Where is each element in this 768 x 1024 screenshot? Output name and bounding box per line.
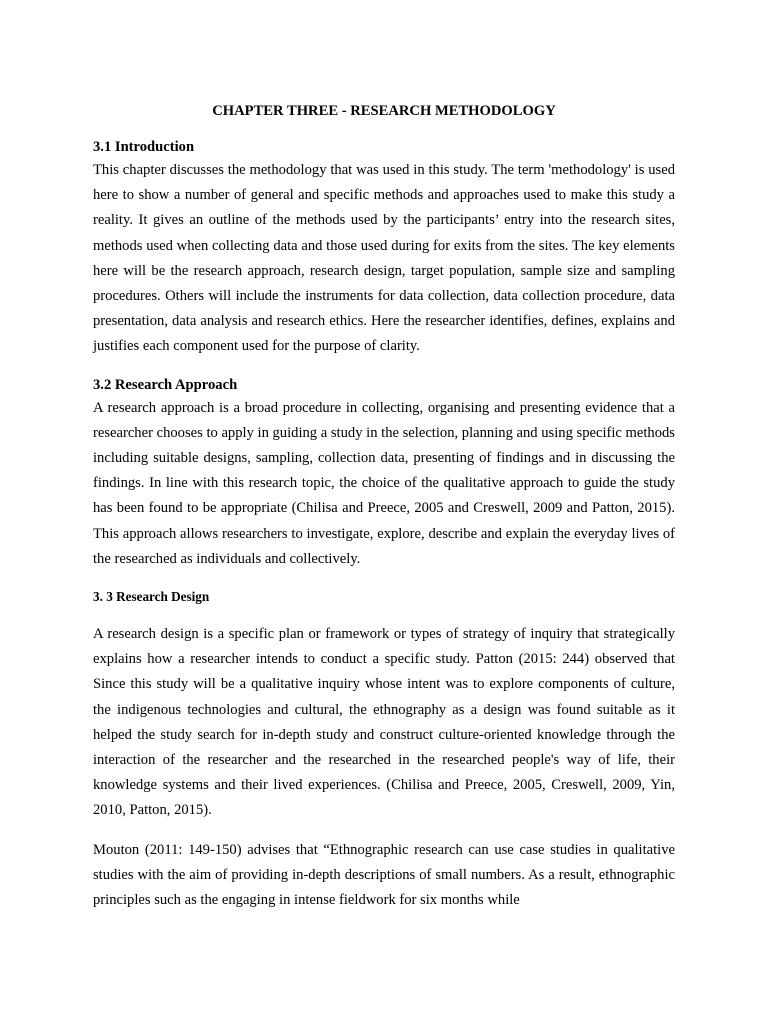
paragraph-introduction: This chapter discusses the methodology that was used in this study. The term 'methodology' is used here to show a number of general and specific methods and approaches used to make this study a reality. It gives an outline of the methods used by the participants’ entry into the research sites, methods used when collecting data and those used during for exits from the sites. The key elements here will be the research approach, research design, target population, sample size and sampling procedures. Others will include the instruments for data collection, data collection procedure, data presentation, data analysis and research ethics. Here the researcher identifies, defines, explains and justifies each component used for the purpose of clarity. bbox=[93, 162, 675, 355]
section-heading-research-approach: 3.2 Research Approach bbox=[93, 376, 238, 393]
section-heading-introduction: 3.1 Introduction bbox=[93, 139, 195, 155]
section-research-approach bbox=[93, 374, 675, 572]
paragraph-research-design: A research design is a specific plan or framework or types of strategy of inquiry that strategically explains how a researcher intends to conduct a specific study. Patton (2015: 244) observed that Since this study will be a qualitative inquiry whose intent was to explore components of culture, the indigenous technologies and cultural, the ethnography as a design was found suitable as it helped the study search for in-depth study and construct culture-oriented knowledge through the interaction of the researcher and the researched in the researched people's way of life, their knowledge systems and their lived experiences. (Chilisa and Preece, 2005, Creswell, 2009, Yin, 2010, Patton, 2015). bbox=[93, 626, 675, 819]
section-heading-research-design: 3. 3 Research Design bbox=[93, 589, 210, 605]
section-research-design bbox=[93, 586, 675, 913]
document-page bbox=[93, 100, 675, 913]
section-introduction bbox=[93, 136, 675, 360]
chapter-title: CHAPTER THREE - RESEARCH METHODOLOGY bbox=[212, 103, 556, 119]
paragraph-research-approach: A research approach is a broad procedure in collecting, organising and presenting evidence that a researcher chooses to apply in guiding a study in the selection, planning and using specific methods including suitable designs, sampling, collection data, presenting of findings and in discussing the findings. In line with this research topic, the choice of the qualitative approach to guide the study has been found to be appropriate (Chilisa and Preece, 2005 and Creswell, 2009 and Patton, 2015). This approach allows researchers to investigate, explore, describe and explain the everyday lives of the researched as individuals and collectively. bbox=[93, 399, 675, 567]
paragraph-mouton: Mouton (2011: 149-150) advises that “Ethnographic research can use case studies in qualitative studies with the aim of providing in-depth descriptions of small numbers. As a result, ethnographic principles such as the engaging in intense fieldwork for six months while bbox=[93, 841, 675, 909]
